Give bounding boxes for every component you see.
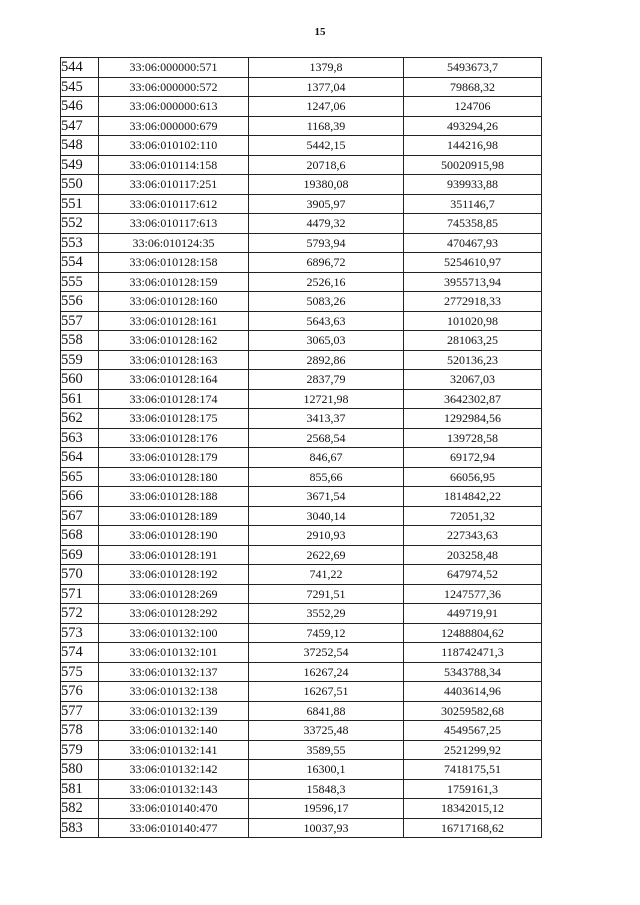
- area-cell: 3065,03: [249, 331, 404, 351]
- area-cell: 16300,1: [249, 760, 404, 780]
- cadastral-number-cell: 33:06:010128:180: [99, 467, 249, 487]
- row-number-cell: 564: [61, 448, 99, 468]
- cadastral-value-cell: 203258,48: [404, 545, 542, 565]
- cadastral-value-cell: 470467,93: [404, 233, 542, 253]
- area-cell: 10037,93: [249, 818, 404, 838]
- cadastral-number-cell: 33:06:010128:160: [99, 292, 249, 312]
- area-cell: 16267,51: [249, 682, 404, 702]
- row-number-cell: 548: [61, 136, 99, 156]
- area-cell: 2568,54: [249, 428, 404, 448]
- area-cell: 1379,8: [249, 58, 404, 78]
- table-row: [61, 272, 542, 292]
- table-row: [61, 818, 542, 838]
- cadastral-number-cell: 33:06:010128:269: [99, 584, 249, 604]
- cadastral-value-cell: 351146,7: [404, 194, 542, 214]
- cadastral-value-cell: 4403614,96: [404, 682, 542, 702]
- table-row: [61, 506, 542, 526]
- area-cell: 3552,29: [249, 604, 404, 624]
- area-cell: 1377,04: [249, 77, 404, 97]
- table-row: [61, 233, 542, 253]
- cadastral-value-cell: 72051,32: [404, 506, 542, 526]
- cadastral-value-cell: 139728,58: [404, 428, 542, 448]
- cadastral-value-cell: 449719,91: [404, 604, 542, 624]
- table-row: [61, 370, 542, 390]
- row-number-cell: 560: [61, 370, 99, 390]
- cadastral-value-cell: 3955713,94: [404, 272, 542, 292]
- table-row: [61, 292, 542, 312]
- table-row: [61, 136, 542, 156]
- area-cell: 6896,72: [249, 253, 404, 273]
- row-number-cell: 571: [61, 584, 99, 604]
- cadastral-value-cell: 745358,85: [404, 214, 542, 234]
- table-row: [61, 467, 542, 487]
- area-cell: 741,22: [249, 565, 404, 585]
- table-row: [61, 740, 542, 760]
- row-number-cell: 575: [61, 662, 99, 682]
- area-cell: 19380,08: [249, 175, 404, 195]
- row-number-cell: 574: [61, 643, 99, 663]
- table-row: [61, 779, 542, 799]
- row-number-cell: 580: [61, 760, 99, 780]
- cadastral-number-cell: 33:06:010117:612: [99, 194, 249, 214]
- area-cell: 6841,88: [249, 701, 404, 721]
- area-cell: 5793,94: [249, 233, 404, 253]
- cadastral-number-cell: 33:06:010128:190: [99, 526, 249, 546]
- cadastral-number-cell: 33:06:010140:477: [99, 818, 249, 838]
- row-number-cell: 558: [61, 331, 99, 351]
- cadastral-number-cell: 33:06:010128:163: [99, 350, 249, 370]
- cadastral-number-cell: 33:06:010128:159: [99, 272, 249, 292]
- cadastral-value-cell: 32067,03: [404, 370, 542, 390]
- area-cell: 3671,54: [249, 487, 404, 507]
- row-number-cell: 557: [61, 311, 99, 331]
- table-row: [61, 565, 542, 585]
- row-number-cell: 566: [61, 487, 99, 507]
- cadastral-number-cell: 33:06:010132:101: [99, 643, 249, 663]
- row-number-cell: 569: [61, 545, 99, 565]
- cadastral-number-cell: 33:06:010128:176: [99, 428, 249, 448]
- cadastral-value-cell: 124706: [404, 97, 542, 117]
- cadastral-value-cell: 30259582,68: [404, 701, 542, 721]
- area-cell: 3413,37: [249, 409, 404, 429]
- table-row: [61, 448, 542, 468]
- row-number-cell: 565: [61, 467, 99, 487]
- row-number-cell: 547: [61, 116, 99, 136]
- cadastral-value-cell: 79868,32: [404, 77, 542, 97]
- area-cell: 16267,24: [249, 662, 404, 682]
- table-row: [61, 175, 542, 195]
- cadastral-number-cell: 33:06:000000:613: [99, 97, 249, 117]
- cadastral-value-cell: 1292984,56: [404, 409, 542, 429]
- row-number-cell: 579: [61, 740, 99, 760]
- row-number-cell: 581: [61, 779, 99, 799]
- cadastral-value-cell: 2521299,92: [404, 740, 542, 760]
- row-number-cell: 556: [61, 292, 99, 312]
- area-cell: 7459,12: [249, 623, 404, 643]
- area-cell: 3040,14: [249, 506, 404, 526]
- cadastral-value-cell: 281063,25: [404, 331, 542, 351]
- cadastral-value-cell: 144216,98: [404, 136, 542, 156]
- cadastral-value-cell: 647974,52: [404, 565, 542, 585]
- cadastral-number-cell: 33:06:010128:175: [99, 409, 249, 429]
- cadastral-number-cell: 33:06:010132:139: [99, 701, 249, 721]
- row-number-cell: 576: [61, 682, 99, 702]
- row-number-cell: 551: [61, 194, 99, 214]
- area-cell: 12721,98: [249, 389, 404, 409]
- row-number-cell: 577: [61, 701, 99, 721]
- table-row: [61, 487, 542, 507]
- cadastral-value-cell: 493294,26: [404, 116, 542, 136]
- area-cell: 15848,3: [249, 779, 404, 799]
- cadastral-value-cell: 227343,63: [404, 526, 542, 546]
- table-row: [61, 604, 542, 624]
- cadastral-number-cell: 33:06:010128:174: [99, 389, 249, 409]
- cadastral-value-cell: 4549567,25: [404, 721, 542, 741]
- area-cell: 19596,17: [249, 799, 404, 819]
- table-row: [61, 97, 542, 117]
- cadastral-value-cell: 12488804,62: [404, 623, 542, 643]
- table-row: [61, 331, 542, 351]
- cadastral-number-cell: 33:06:010117:613: [99, 214, 249, 234]
- row-number-cell: 550: [61, 175, 99, 195]
- table-row: [61, 116, 542, 136]
- area-cell: 20718,6: [249, 155, 404, 175]
- table-row: [61, 662, 542, 682]
- table-row: [61, 545, 542, 565]
- table-row: [61, 214, 542, 234]
- table-row: [61, 389, 542, 409]
- table-row: [61, 721, 542, 741]
- cadastral-number-cell: 33:06:010102:110: [99, 136, 249, 156]
- row-number-cell: 567: [61, 506, 99, 526]
- cadastral-number-cell: 33:06:000000:679: [99, 116, 249, 136]
- table-row: [61, 58, 542, 78]
- table-row: [61, 155, 542, 175]
- area-cell: 2526,16: [249, 272, 404, 292]
- table-row: [61, 428, 542, 448]
- row-number-cell: 559: [61, 350, 99, 370]
- row-number-cell: 546: [61, 97, 99, 117]
- cadastral-value-cell: 18342015,12: [404, 799, 542, 819]
- table-row: [61, 623, 542, 643]
- area-cell: 1247,06: [249, 97, 404, 117]
- table-row: [61, 643, 542, 663]
- cadastral-number-cell: 33:06:010128:162: [99, 331, 249, 351]
- row-number-cell: 553: [61, 233, 99, 253]
- cadastral-value-cell: 5493673,7: [404, 58, 542, 78]
- table-row: [61, 77, 542, 97]
- area-cell: 5442,15: [249, 136, 404, 156]
- area-cell: 33725,48: [249, 721, 404, 741]
- row-number-cell: 549: [61, 155, 99, 175]
- cadastral-number-cell: 33:06:010128:192: [99, 565, 249, 585]
- table-row: [61, 584, 542, 604]
- area-cell: 1168,39: [249, 116, 404, 136]
- cadastral-value-cell: 520136,23: [404, 350, 542, 370]
- table-row: [61, 253, 542, 273]
- cadastral-value-cell: 118742471,3: [404, 643, 542, 663]
- cadastral-value-cell: 50020915,98: [404, 155, 542, 175]
- row-number-cell: 555: [61, 272, 99, 292]
- cadastral-value-cell: 5254610,97: [404, 253, 542, 273]
- cadastral-number-cell: 33:06:010128:188: [99, 487, 249, 507]
- table-row: [61, 526, 542, 546]
- row-number-cell: 562: [61, 409, 99, 429]
- cadastral-number-cell: 33:06:000000:571: [99, 58, 249, 78]
- area-cell: 846,67: [249, 448, 404, 468]
- area-cell: 855,66: [249, 467, 404, 487]
- cadastral-number-cell: 33:06:010117:251: [99, 175, 249, 195]
- cadastral-value-cell: 3642302,87: [404, 389, 542, 409]
- cadastral-number-cell: 33:06:010128:191: [99, 545, 249, 565]
- cadastral-number-cell: 33:06:010128:189: [99, 506, 249, 526]
- row-number-cell: 583: [61, 818, 99, 838]
- table-row: [61, 682, 542, 702]
- area-cell: 5643,63: [249, 311, 404, 331]
- area-cell: 3589,55: [249, 740, 404, 760]
- cadastral-value-cell: 69172,94: [404, 448, 542, 468]
- cadastral-number-cell: 33:06:010132:138: [99, 682, 249, 702]
- cadastral-number-cell: 33:06:010114:158: [99, 155, 249, 175]
- area-cell: 2892,86: [249, 350, 404, 370]
- cadastral-number-cell: 33:06:010132:100: [99, 623, 249, 643]
- table-row: [61, 409, 542, 429]
- table-row: [61, 760, 542, 780]
- area-cell: 7291,51: [249, 584, 404, 604]
- row-number-cell: 572: [61, 604, 99, 624]
- cadastral-number-cell: 33:06:010128:161: [99, 311, 249, 331]
- table-row: [61, 701, 542, 721]
- area-cell: 2910,93: [249, 526, 404, 546]
- cadastral-number-cell: 33:06:010140:470: [99, 799, 249, 819]
- table-row: [61, 799, 542, 819]
- area-cell: 4479,32: [249, 214, 404, 234]
- table-row: [61, 350, 542, 370]
- page-number: 15: [314, 26, 326, 38]
- row-number-cell: 554: [61, 253, 99, 273]
- cadastral-number-cell: 33:06:010132:141: [99, 740, 249, 760]
- row-number-cell: 552: [61, 214, 99, 234]
- row-number-cell: 561: [61, 389, 99, 409]
- cadastral-number-cell: 33:06:010132:137: [99, 662, 249, 682]
- cadastral-value-cell: 66056,95: [404, 467, 542, 487]
- row-number-cell: 563: [61, 428, 99, 448]
- cadastral-value-cell: 7418175,51: [404, 760, 542, 780]
- area-cell: 2622,69: [249, 545, 404, 565]
- area-cell: 2837,79: [249, 370, 404, 390]
- land-registry-table: [60, 57, 542, 838]
- table-body: [61, 58, 542, 838]
- cadastral-number-cell: 33:06:010124:35: [99, 233, 249, 253]
- cadastral-value-cell: 1247577,36: [404, 584, 542, 604]
- area-cell: 37252,54: [249, 643, 404, 663]
- cadastral-number-cell: 33:06:010132:142: [99, 760, 249, 780]
- row-number-cell: 568: [61, 526, 99, 546]
- row-number-cell: 573: [61, 623, 99, 643]
- row-number-cell: 545: [61, 77, 99, 97]
- cadastral-number-cell: 33:06:010128:164: [99, 370, 249, 390]
- cadastral-number-cell: 33:06:010132:143: [99, 779, 249, 799]
- cadastral-value-cell: 939933,88: [404, 175, 542, 195]
- cadastral-number-cell: 33:06:010132:140: [99, 721, 249, 741]
- area-cell: 5083,26: [249, 292, 404, 312]
- table-row: [61, 311, 542, 331]
- row-number-cell: 578: [61, 721, 99, 741]
- row-number-cell: 570: [61, 565, 99, 585]
- area-cell: 3905,97: [249, 194, 404, 214]
- cadastral-number-cell: 33:06:010128:292: [99, 604, 249, 624]
- cadastral-value-cell: 2772918,33: [404, 292, 542, 312]
- cadastral-value-cell: 101020,98: [404, 311, 542, 331]
- cadastral-value-cell: 1814842,22: [404, 487, 542, 507]
- row-number-cell: 544: [61, 58, 99, 78]
- cadastral-number-cell: 33:06:000000:572: [99, 77, 249, 97]
- cadastral-value-cell: 16717168,62: [404, 818, 542, 838]
- cadastral-value-cell: 5343788,34: [404, 662, 542, 682]
- cadastral-number-cell: 33:06:010128:158: [99, 253, 249, 273]
- row-number-cell: 582: [61, 799, 99, 819]
- cadastral-number-cell: 33:06:010128:179: [99, 448, 249, 468]
- table-row: [61, 194, 542, 214]
- cadastral-value-cell: 1759161,3: [404, 779, 542, 799]
